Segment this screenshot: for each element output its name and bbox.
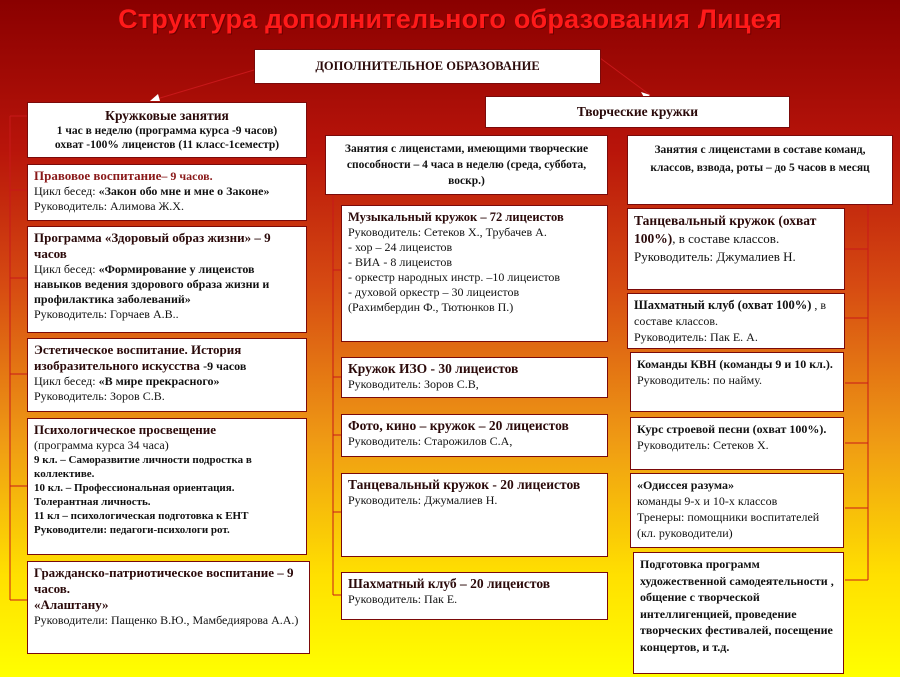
patriotic-education-title: Гражданско-патриотическое воспитание – 9 часов. (34, 565, 294, 596)
right-subheader-box (627, 135, 893, 205)
dance-circle-box (627, 208, 845, 290)
patriotic-education-box (27, 561, 310, 654)
aesthetic-education-talks-label: Цикл бесед: (34, 374, 99, 388)
music-club-line: (Рахимбердин Ф., Тютюнков П.) (348, 300, 514, 314)
left-header-box (27, 102, 307, 158)
patriotic-education-program: «Алаштану» (34, 597, 109, 612)
chess-circle-scope: , в составе классов. (634, 298, 827, 328)
aesthetic-education-hours: -9 часов (203, 359, 247, 373)
psychology-grade11: 11 кл – психологическая подготовка к ЕНТ (34, 510, 249, 522)
psychology-program: (программа курса 34 часа) (34, 438, 169, 452)
healthy-lifestyle-title: Программа «Здоровый образ жизни» – 9 часов (34, 230, 271, 261)
dance-circle-leader: Руководитель: Джумалиев Н. (634, 249, 796, 264)
drill-song-title: Курс строевой песни (охват 100%). (637, 422, 827, 436)
chess-club-box (341, 572, 608, 620)
chess-circle-title: Шахматный клуб (охват 100%) (634, 298, 812, 312)
odyssey-trainers: Тренеры: помощники воспитателей (кл. руководители) (637, 510, 820, 540)
psychology-box (27, 418, 307, 555)
music-club-line: - духовой оркестр – 30 лицеистов (348, 285, 520, 299)
healthy-lifestyle-box (27, 226, 307, 333)
right-subheader: Занятия с лицеистами в составе команд, классов, взвода, роты – до 5 часов в месяц (650, 144, 870, 174)
chess-club-leader: Руководитель: Пак Е. (348, 592, 458, 606)
chess-circle-box (627, 293, 845, 349)
amateur-arts-box (633, 552, 844, 674)
dance-club-title: Танцевальный кружок - 20 лицеистов (348, 477, 581, 492)
drill-song-leader: Руководитель: Сетеков Х. (637, 438, 769, 452)
aesthetic-education-leader: Руководитель: Зоров С.В. (34, 389, 165, 403)
kvn-teams-box (630, 352, 844, 412)
aesthetic-education-box (27, 338, 307, 412)
healthy-lifestyle-talks-label: Цикл бесед: (34, 262, 99, 276)
music-club-line: - оркестр народных инстр. –10 лицеистов (348, 270, 561, 284)
root-label: ДОПОЛНИТЕЛЬНОЕ ОБРАЗОВАНИЕ (315, 59, 540, 73)
music-club-line: - ВИА - 8 лицеистов (348, 255, 452, 269)
dance-club-box (341, 473, 608, 557)
mid-subheader-box (325, 135, 608, 195)
music-club-box (341, 205, 608, 342)
art-club-leader: Руководитель: Зоров С.В, (348, 377, 479, 391)
music-club-line: Руководитель: Сетеков Х., Трубачев А. (348, 225, 547, 239)
legal-education-box (27, 164, 307, 221)
mid-subheader: Занятия с лицеистами, имеющими творческие способности – 4 часа в неделю (среда, суббота, воскр.) (344, 143, 589, 187)
right-header-title: Творческие кружки (576, 104, 699, 119)
art-club-title: Кружок ИЗО - 30 лицеистов (348, 361, 519, 376)
psychology-leaders: Руководители: педагоги-психологи рот. (34, 524, 230, 536)
photo-club-leader: Руководитель: Старожилов С.А, (348, 434, 513, 448)
left-header-line2: охват -100% лицеистов (11 класс-1семестр) (54, 139, 280, 151)
music-club-title: Музыкальный кружок – 72 лицеистов (348, 210, 564, 224)
music-club-line: - хор – 24 лицеистов (348, 240, 453, 254)
chess-circle-leader: Руководитель: Пак Е. А. (634, 330, 758, 344)
legal-education-talks-label: Цикл бесед: (34, 184, 99, 198)
dance-circle-title: Танцевальный кружок (охват 100%) (634, 213, 817, 246)
legal-education-talks: «Закон обо мне и мне о Законе» (98, 184, 270, 198)
drill-song-box (630, 417, 844, 470)
aesthetic-education-talks: «В мире прекрасного» (98, 374, 220, 388)
art-club-box (341, 357, 608, 398)
kvn-teams-title: Команды КВН (команды 9 и 10 кл.). (637, 357, 833, 371)
healthy-lifestyle-leader: Руководитель: Горчаев А.В.. (34, 307, 179, 321)
legal-education-title: Правовое воспитание (34, 168, 162, 183)
root-box (254, 49, 601, 84)
legal-education-hours: – 9 часов. (161, 169, 213, 183)
dance-club-leader: Руководитель: Джумалиев Н. (348, 493, 498, 507)
odyssey-title: «Одиссея разума» (637, 478, 734, 492)
patriotic-education-leaders: Руководители: Пащенко В.Ю., Мамбедиярова А.А.) (34, 613, 299, 627)
photo-club-box (341, 414, 608, 457)
right-header-box (485, 96, 790, 128)
photo-club-title: Фото, кино – кружок – 20 лицеистов (348, 418, 569, 433)
dance-circle-scope: , в составе классов. (672, 231, 780, 246)
aesthetic-education-title: Эстетическое воспитание. История изобразительного искусства (34, 342, 242, 373)
chess-club-title: Шахматный клуб – 20 лицеистов (348, 576, 551, 591)
page-title: Структура дополнительного образования Лицея (118, 4, 782, 34)
kvn-teams-leader: Руководитель: по найму. (637, 373, 763, 387)
legal-education-leader: Руководитель: Алимова Ж.Х. (34, 199, 184, 213)
left-header-title: Кружковые занятия (105, 108, 229, 123)
odyssey-box (630, 473, 844, 548)
psychology-title: Психологическое просвещение (34, 422, 217, 437)
psychology-grade9: 9 кл. – Саморазвитие личности подростка в коллективе. (34, 454, 252, 480)
odyssey-teams: команды 9-х и 10-х классов (637, 494, 778, 508)
healthy-lifestyle-talks: «Формирование у лицеистов навыков ведения здорового образа жизни и профилактика заболеваний» (34, 262, 270, 306)
amateur-arts-text: Подготовка программ художественной самодеятельности , общение с творческой интеллигенцией, проведение творческих фестивалей, посещение концертов, и т.д. (640, 557, 834, 654)
left-header-line1: 1 час в неделю (программа курса -9 часов) (56, 125, 278, 137)
psychology-grade10: 10 кл. – Профессиональная ориентация. Толерантная личность. (34, 482, 235, 508)
